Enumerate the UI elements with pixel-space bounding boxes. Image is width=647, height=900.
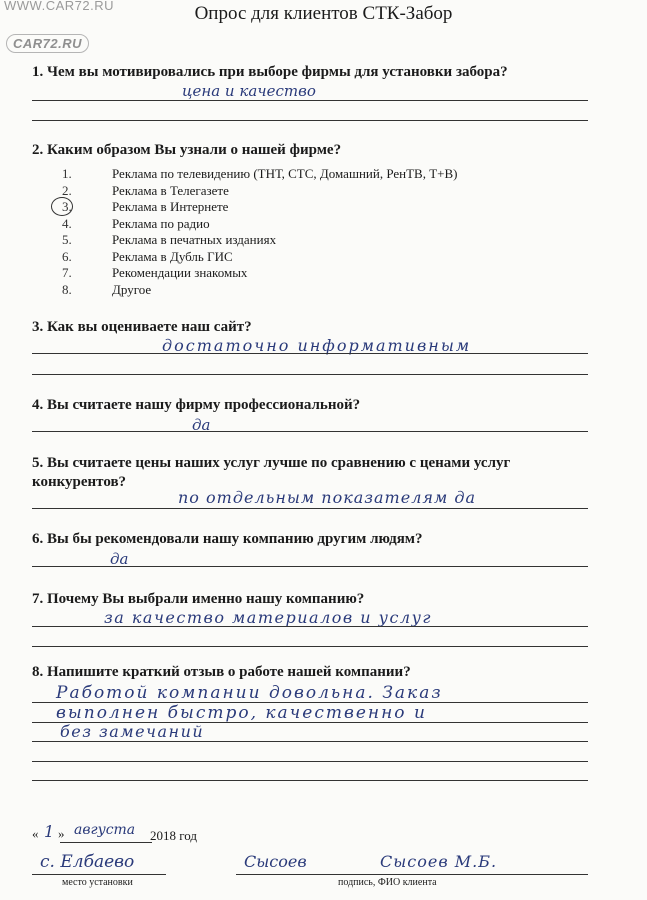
question-4: 4. Вы считаете нашу фирму профессиональной? [32,397,361,413]
signature-line [236,874,588,875]
option-number: 4. [62,216,72,231]
answer-line [32,566,588,567]
answer-line [32,626,588,627]
client-signature: Сысоев [244,852,307,871]
option-label: Реклама в Телегазете [112,183,229,198]
place-label: место установки [62,877,133,888]
answer-line [32,374,588,375]
option-number: 3. [62,199,72,214]
question-5-line-1: 5. Вы считаете цены наших услуг лучше по сравнению с ценами услуг [32,455,511,471]
answer-line [32,780,588,781]
answer-line [32,702,588,703]
date-day: 1 [44,822,55,841]
question-5-line-2: конкурентов? [32,474,127,490]
option-number: 1. [62,166,72,181]
answer-line [32,761,588,762]
option-4 [62,216,210,232]
answer-7: за качество материалов и услуг [104,608,432,627]
option-number: 5. [62,232,72,247]
option-label: Другое [112,282,152,297]
option-number: 2. [62,183,72,198]
answer-line [32,508,588,509]
question-3: 3. Как вы оцениваете наш сайт? [32,319,252,335]
option-number: 7. [62,265,72,280]
watermark-url: WWW.CAR72.RU [4,0,114,13]
page-title: Опрос для клиентов СТК-Забор [194,3,453,24]
answer-line [32,100,588,101]
date-close-quote: » [58,826,65,841]
option-2 [62,183,229,199]
answer-line [32,431,588,432]
option-label: Рекомендации знакомых [112,265,248,280]
answer-3: достаточно информативным [162,336,472,355]
answer-8-line-2: выполнен быстро, качественно и [56,703,427,723]
option-1 [62,166,458,182]
option-label: Реклама в печатных изданиях [112,232,277,247]
answer-line [32,722,588,723]
answer-1: цена и качество [182,82,316,100]
option-number: 6. [62,249,72,264]
question-7: 7. Почему Вы выбрали именно нашу компанию? [32,591,365,607]
option-label: Реклама по телевидению (ТНТ, СТС, Домашний, РенТВ, Т+В) [112,166,458,181]
place-line [32,874,166,875]
option-6 [62,249,233,265]
installation-place: с. Елбаево [40,852,135,872]
answer-line [32,120,588,121]
question-8: 8. Напишите краткий отзыв о работе нашей компании? [32,664,411,680]
signature-label: подпись, ФИО клиента [338,877,437,888]
option-label: Реклама в Интернете [112,199,229,214]
question-2: 2. Каким образом Вы узнали о нашей фирме? [32,142,342,158]
option-8 [62,282,151,298]
date-underline [60,842,152,843]
date-open-quote: « [32,826,39,841]
option-label: Реклама по радио [112,216,210,231]
answer-8-line-3: без замечаний [60,722,205,741]
option-number: 8. [62,282,72,297]
question-1: 1. Чем вы мотивировались при выборе фирмы для установки забора? [32,64,508,80]
option-label: Реклама в Дубль ГИС [112,249,233,264]
answer-8-line-1: Работой компании довольна. Заказ [56,683,443,703]
answer-5: по отдельным показателям да [178,488,477,507]
client-name: Сысоев М.Б. [380,852,498,871]
answer-line [32,646,588,647]
answer-line [32,741,588,742]
watermark-logo: CAR72.RU [6,34,89,53]
option-3 [62,199,228,215]
answer-line [32,353,588,354]
date-month: августа [74,822,136,838]
option-7 [62,265,247,281]
question-6: 6. Вы бы рекомендовали нашу компанию другим людям? [32,531,423,547]
date-year: 2018 год [150,828,197,843]
answer-4: да [192,416,211,434]
answer-6: да [110,550,129,568]
option-5 [62,232,276,248]
